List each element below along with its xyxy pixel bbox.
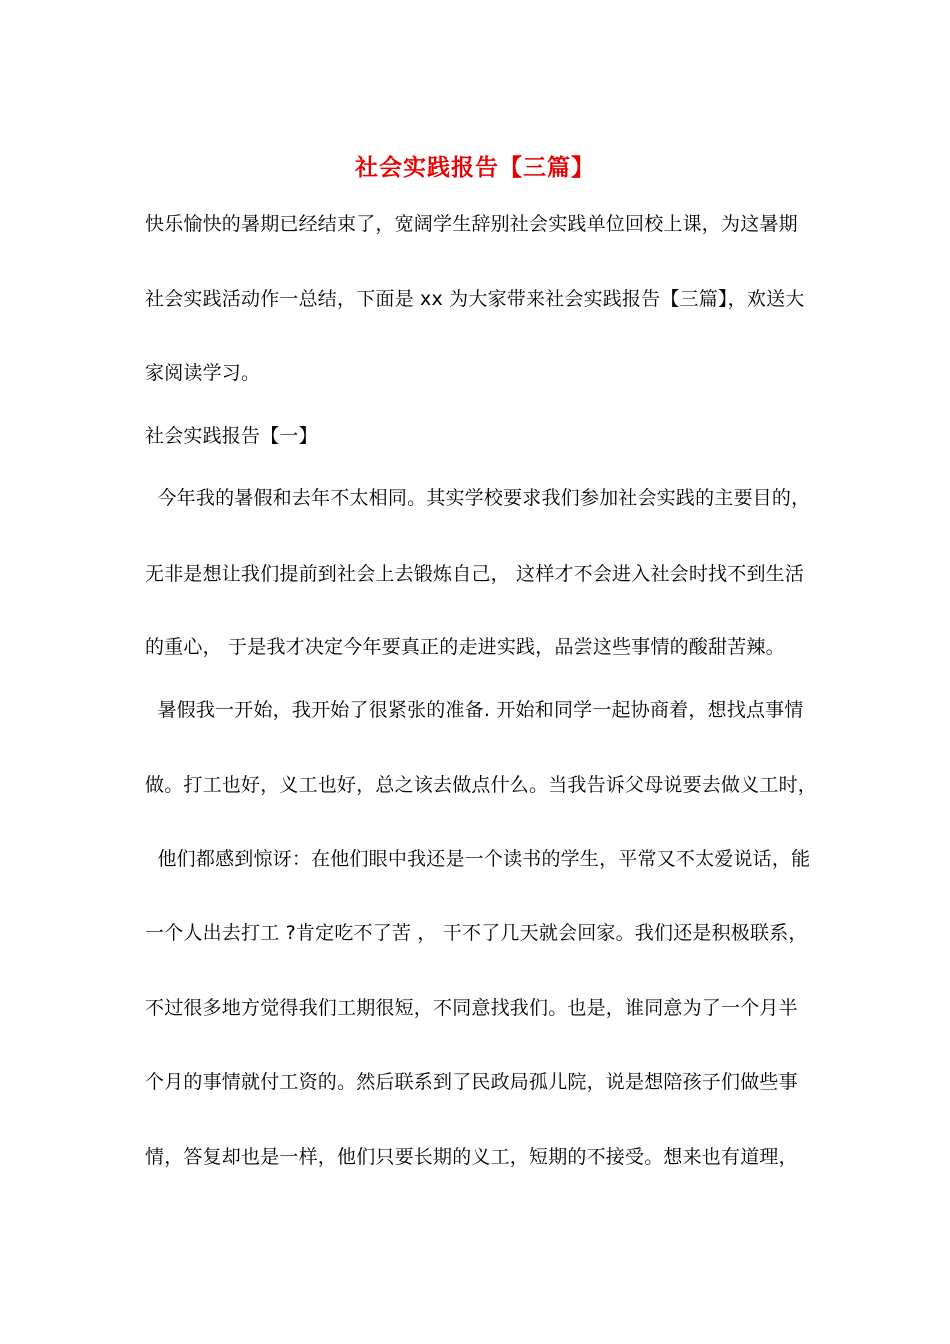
paragraph-line: 暑假我一开始，我开始了很紧张的准备. 开始和同学一起协商着，想找点事情	[145, 699, 804, 721]
paragraph-line: 做。打工也好，义工也好，总之该去做点什么。当我告诉父母说要去做义工时，	[145, 774, 818, 796]
paragraph-line: 无非是想让我们提前到社会上去锻炼自己， 这样才不会进入社会时找不到生活	[145, 563, 805, 585]
paragraph-line: 的重心， 于是我才决定今年要真正的走进实践，品尝这些事情的酸甜苦辣。	[145, 636, 785, 658]
document-title: 社会实践报告【三篇】	[355, 154, 595, 181]
paragraph-line: 社会实践活动作一总结，下面是 xx 为大家带来社会实践报告【三篇】，欢送大	[145, 288, 805, 310]
section-heading: 社会实践报告【一】	[145, 425, 318, 447]
paragraph-line: 不过很多地方觉得我们工期很短，不同意找我们。也是，谁同意为了一个月半	[145, 997, 798, 1019]
paragraph-line: 他们都感到惊讶：在他们眼中我还是一个读书的学生，平常又不太爱说话，能	[145, 848, 811, 870]
paragraph-line: 一个人出去打工 ?肯定吃不了苦 ， 干不了几天就会回家。我们还是积极联系，	[145, 922, 808, 944]
paragraph-line: 情，答复却也是一样，他们只要长期的义工，短期的不接受。想来也有道理，	[145, 1146, 798, 1168]
paragraph-line: 快乐愉快的暑期已经结束了，宽阔学生辞别社会实践单位回校上课，为这暑期	[145, 213, 798, 235]
paragraph-line: 个月的事情就付工资的。然后联系到了民政局孤儿院，说是想陪孩子们做些事	[145, 1071, 798, 1093]
paragraph-line: 家阅读学习。	[145, 362, 261, 384]
paragraph-line: 今年我的暑假和去年不太相同。其实学校要求我们参加社会实践的主要目的，	[145, 487, 811, 509]
